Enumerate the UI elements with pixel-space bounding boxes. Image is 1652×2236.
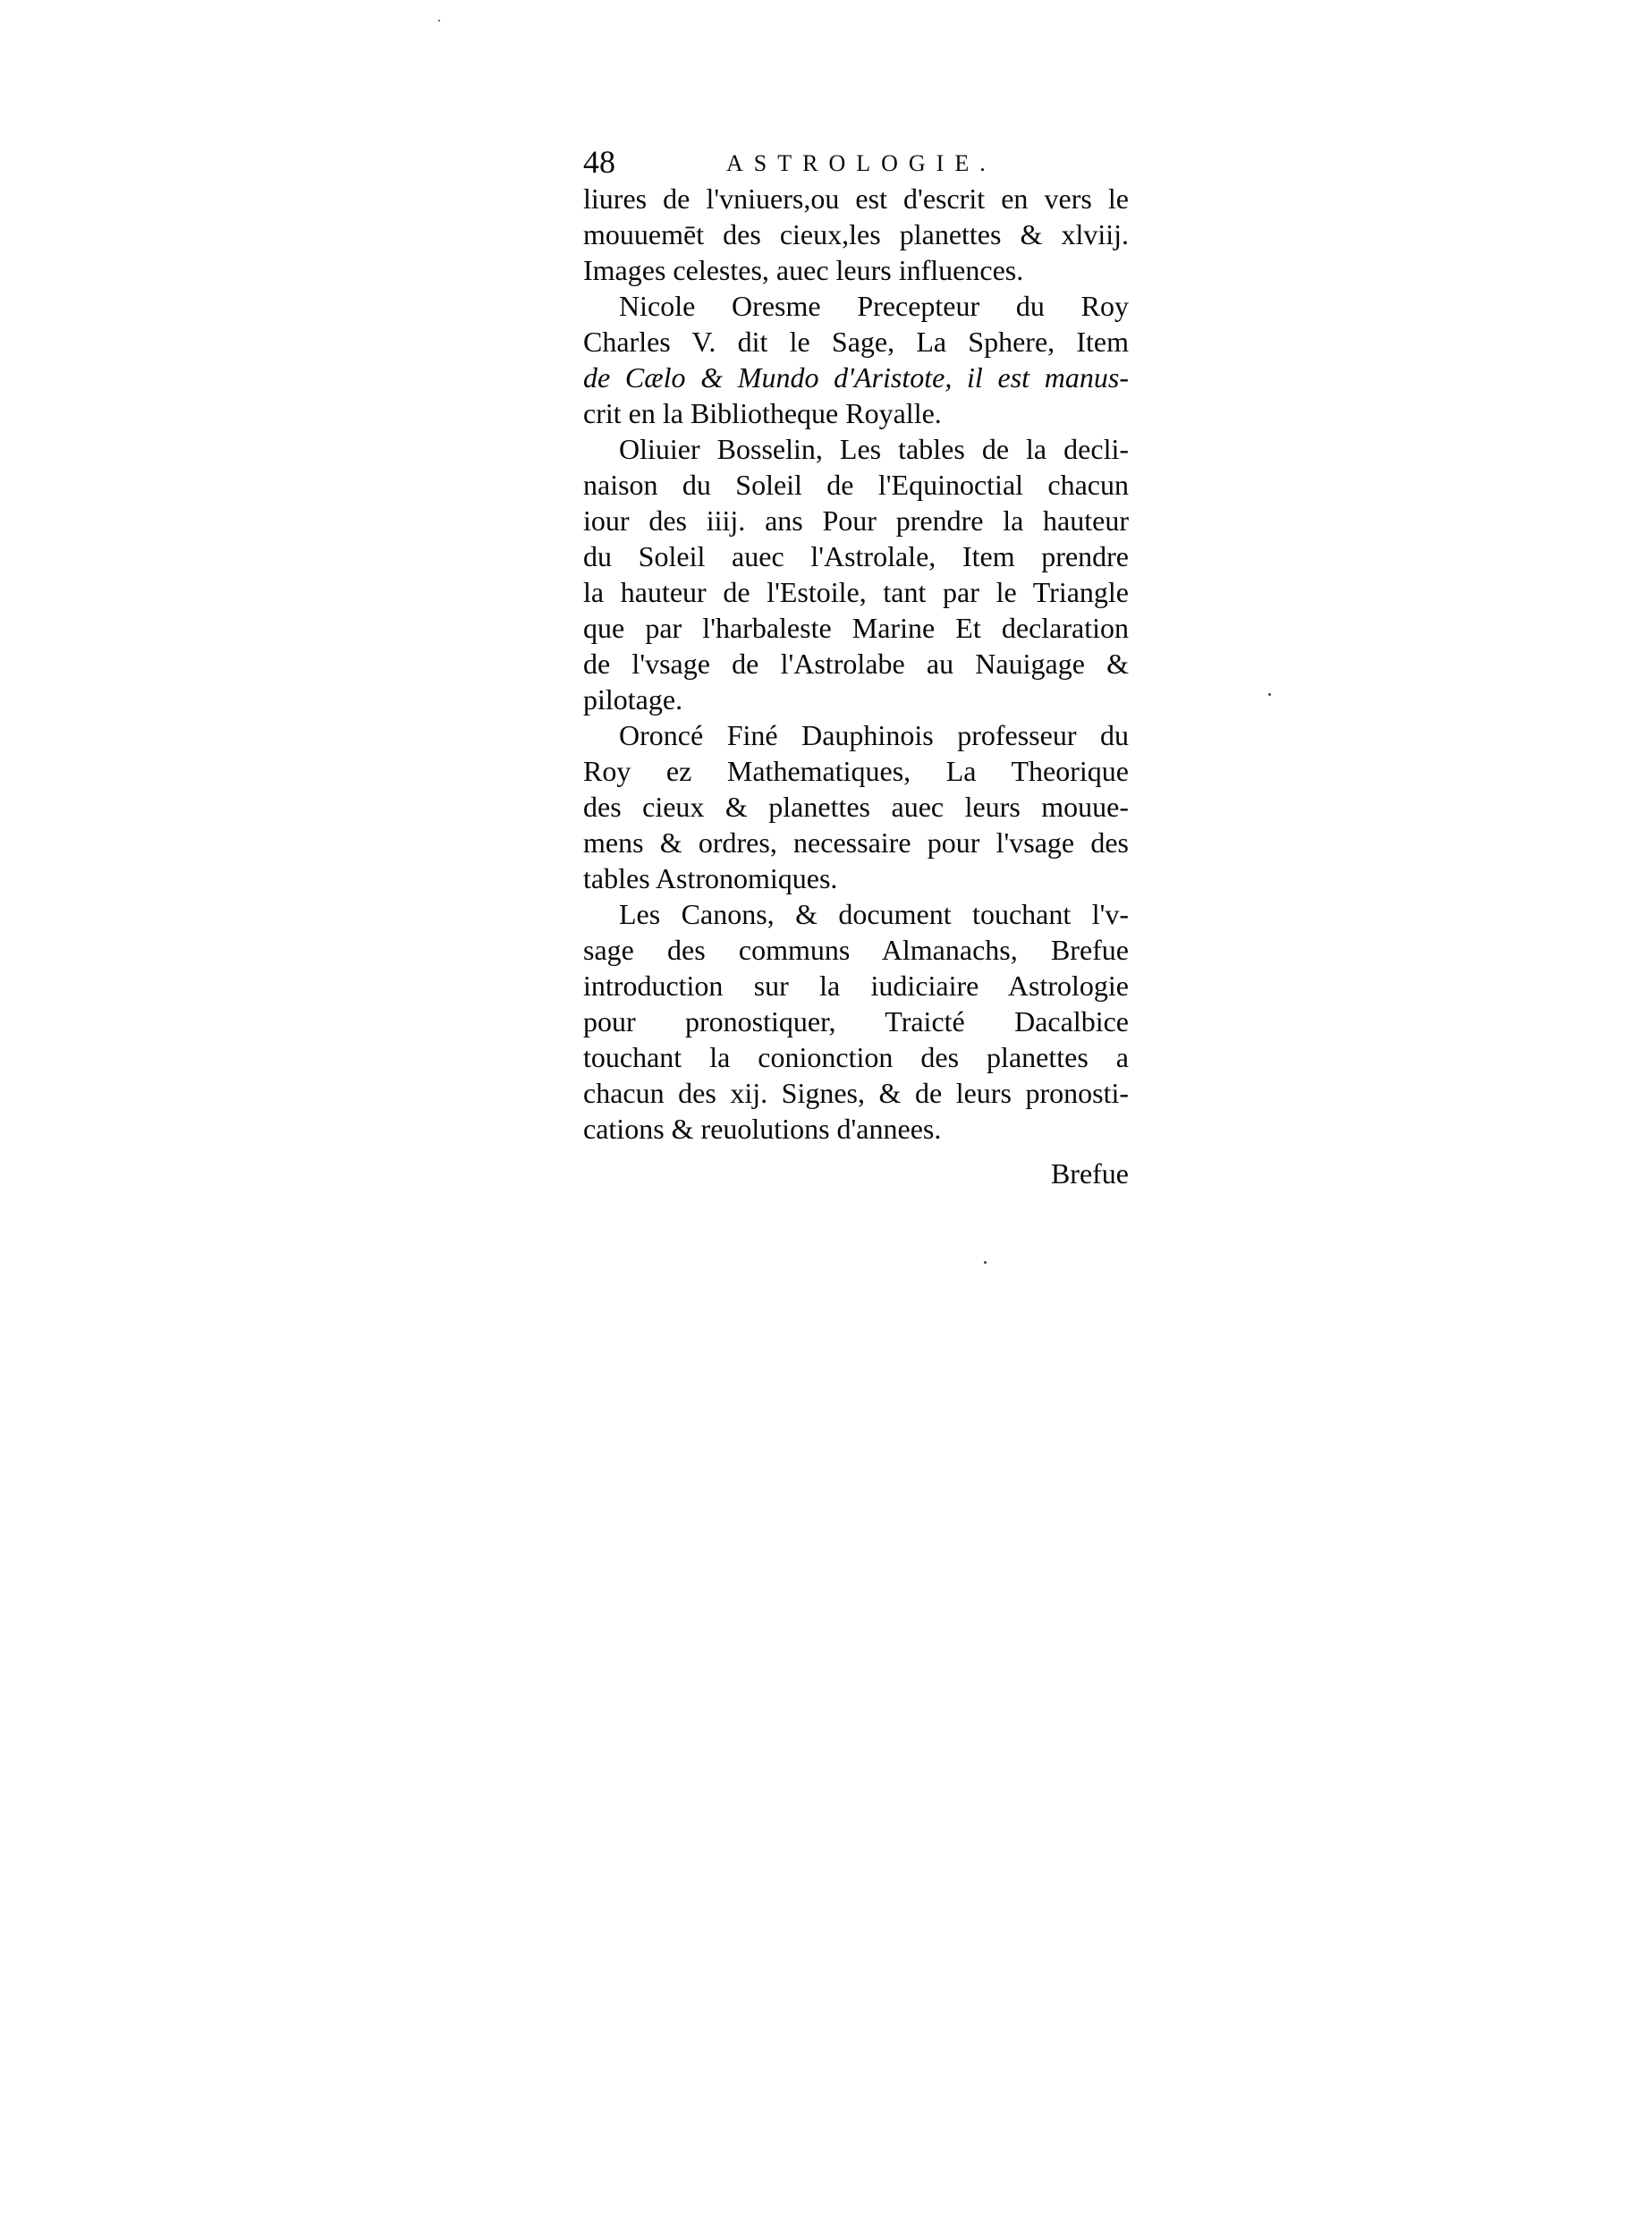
text-line: la hauteur de l'Estoile, tant par le Triangle [583, 576, 1129, 608]
text-line: Oroncé Finé Dauphinois professeur du [619, 719, 1129, 751]
text-line: mouuemēt des cieux,les planettes & xlviij. [583, 218, 1129, 250]
scan-speck [984, 1261, 987, 1264]
text-line: naison du Soleil de l'Equinoctial chacun [583, 469, 1129, 501]
text-line: sage des communs Almanachs, Brefue [583, 934, 1129, 966]
text-line: crit en la Bibliotheque Royalle. [583, 397, 942, 429]
running-head [583, 143, 1129, 181]
text-line: Les Canons, & document touchant l'v- [619, 898, 1129, 930]
text-line: Nicole Oresme Precepteur du Roy [619, 290, 1129, 322]
text-line: Images celestes, auec leurs influences. [583, 254, 1024, 286]
text-line: Charles V. dit le Sage, La Sphere, Item [583, 326, 1129, 358]
text-line: iour des iiij. ans Pour prendre la hauteur [583, 504, 1129, 537]
text-line: Oliuier Bosselin, Les tables de la decli- [619, 433, 1129, 465]
scan-speck [438, 20, 440, 21]
text-line: Roy ez Mathematiques, La Theorique [583, 755, 1129, 787]
text-line: de Cælo & Mundo d'Aristote, il est manus- [583, 361, 1129, 394]
text-line: introduction sur la iudiciaire Astrologie [583, 970, 1129, 1002]
text-block [583, 143, 1129, 1193]
text-line: du Soleil auec l'Astrolale, Item prendre [583, 540, 1129, 572]
page-number: 48 [583, 144, 615, 180]
text-line: chacun des xij. Signes, & de leurs pronosti- [583, 1077, 1129, 1109]
text-line: pour pronostiquer, Traicté Dacalbice [583, 1005, 1129, 1038]
text-line: cations & reuolutions d'annees. [583, 1113, 942, 1145]
catchword: Brefue [1050, 1157, 1129, 1190]
text-line: de l'vsage de l'Astrolabe au Nauigage & [583, 648, 1129, 680]
text-line: tables Astronomiques. [583, 862, 838, 894]
text-line: mens & ordres, necessaire pour l'vsage des [583, 826, 1129, 859]
running-title: ASTROLOGIE. [726, 150, 996, 176]
text-line: liures de l'vniuers,ou est d'escrit en vers le [583, 182, 1129, 215]
text-line: que par l'harbaleste Marine Et declaration [583, 612, 1129, 644]
text-line: pilotage. [583, 683, 683, 716]
text-line: touchant la conionction des planettes a [583, 1041, 1129, 1073]
text-line: des cieux & planettes auec leurs mouue- [583, 791, 1129, 823]
scan-speck [1268, 693, 1271, 696]
